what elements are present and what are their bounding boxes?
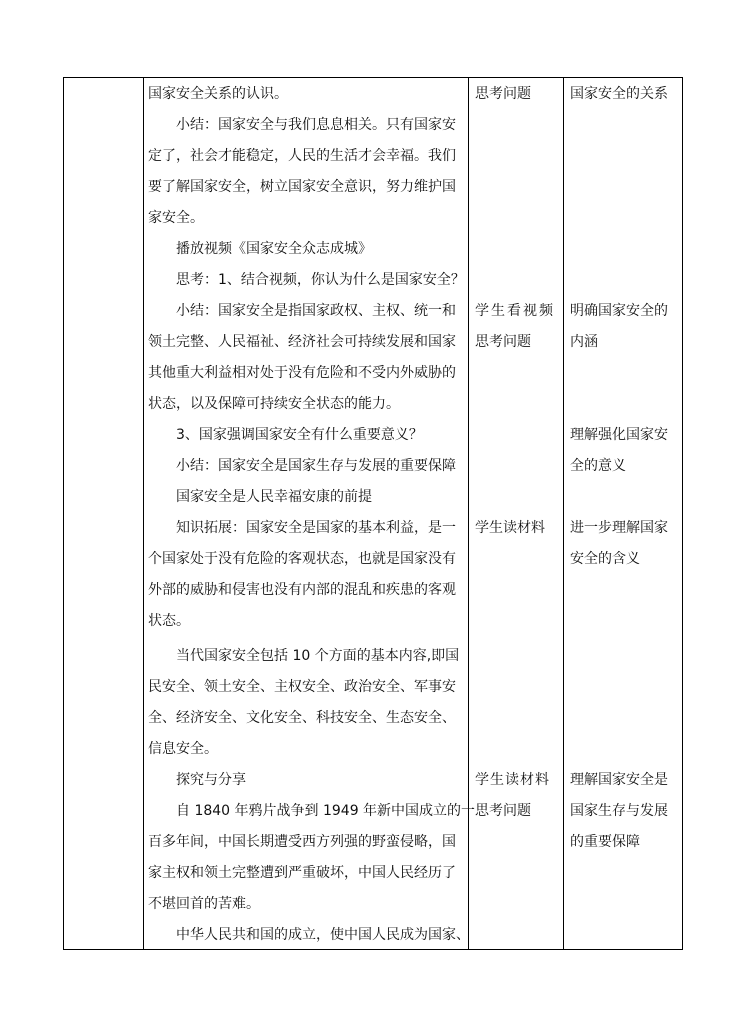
text-line: 明确国家安全的 — [570, 303, 668, 319]
text-line: 小结：国家安全是国家生存与发展的重要保障 — [176, 458, 456, 474]
text-line: 不堪回首的苦难。 — [148, 896, 260, 912]
column-divider — [143, 78, 144, 949]
text-line: 进一步理解国家 — [570, 520, 668, 536]
text-line: 思考问题 — [475, 86, 531, 102]
text-line: 小结：国家安全与我们息息相关。只有国家安 — [176, 117, 456, 133]
text-line: 学生看视频 — [475, 303, 555, 319]
text-line: 思考：1、结合视频，你认为什么是国家安全？ — [176, 272, 465, 288]
text-line: 其他重大利益相对处于没有危险和不受内外威胁的 — [148, 365, 456, 381]
text-line: 信息安全。 — [148, 741, 218, 757]
text-line: 思考问题 — [475, 803, 531, 819]
text-line: 探究与分享 — [176, 772, 246, 788]
text-line: 家主权和领土完整遭到严重破坏，中国人民经历了 — [148, 865, 456, 881]
text-line: 小结：国家安全是指国家政权、主权、统一和 — [176, 303, 456, 319]
text-line: 国家安全的关系 — [570, 86, 668, 102]
text-line: 状态，以及保障可持续安全状态的能力。 — [148, 396, 400, 412]
text-line: 当代国家安全包括 10 个方面的基本内容,即国 — [176, 648, 460, 664]
text-line: 3、国家强调国家安全有什么重要意义？ — [176, 427, 423, 443]
column-divider — [563, 78, 564, 949]
text-line: 理解强化国家安 — [570, 427, 668, 443]
text-line: 理解国家安全是 — [570, 772, 668, 788]
text-line: 安全的含义 — [570, 551, 640, 567]
text-line: 播放视频《国家安全众志成城》 — [176, 241, 372, 257]
text-line: 个国家处于没有危险的客观状态，也就是国家没有 — [148, 551, 456, 567]
text-line: 全的意义 — [570, 458, 626, 474]
text-line: 百多年间，中国长期遭受西方列强的野蛮侵略，国 — [148, 834, 456, 850]
text-line: 思考问题 — [475, 334, 531, 350]
text-line: 家安全。 — [148, 210, 204, 226]
text-line: 国家安全是人民幸福安康的前提 — [176, 489, 372, 505]
text-line: 领土完整、人民福祉、经济社会可持续发展和国家 — [148, 334, 456, 350]
lesson-plan-table — [63, 77, 683, 950]
text-line: 知识拓展：国家安全是国家的基本利益，是一 — [176, 520, 456, 536]
text-line: 学生读材料 — [475, 520, 545, 536]
text-line: 国家生存与发展 — [570, 803, 668, 819]
text-line: 自 1840 年鸦片战争到 1949 年新中国成立的一 — [176, 803, 476, 819]
text-line: 的重要保障 — [570, 834, 640, 850]
text-line: 国家安全关系的认识。 — [148, 86, 288, 102]
text-line: 民安全、领土安全、主权安全、政治安全、军事安 — [148, 679, 456, 695]
text-line: 内涵 — [570, 334, 598, 350]
text-line: 定了，社会才能稳定，人民的生活才会幸福。我们 — [148, 148, 456, 164]
text-line: 状态。 — [148, 613, 190, 629]
text-line: 学生读材料 — [475, 772, 550, 788]
text-line: 要了解国家安全，树立国家安全意识，努力维护国 — [148, 179, 456, 195]
text-line: 中华人民共和国的成立，使中国人民成为国家、 — [176, 927, 470, 943]
text-line: 全、经济安全、文化安全、科技安全、生态安全、 — [148, 710, 456, 726]
text-line: 外部的威胁和侵害也没有内部的混乱和疾患的客观 — [148, 582, 456, 598]
